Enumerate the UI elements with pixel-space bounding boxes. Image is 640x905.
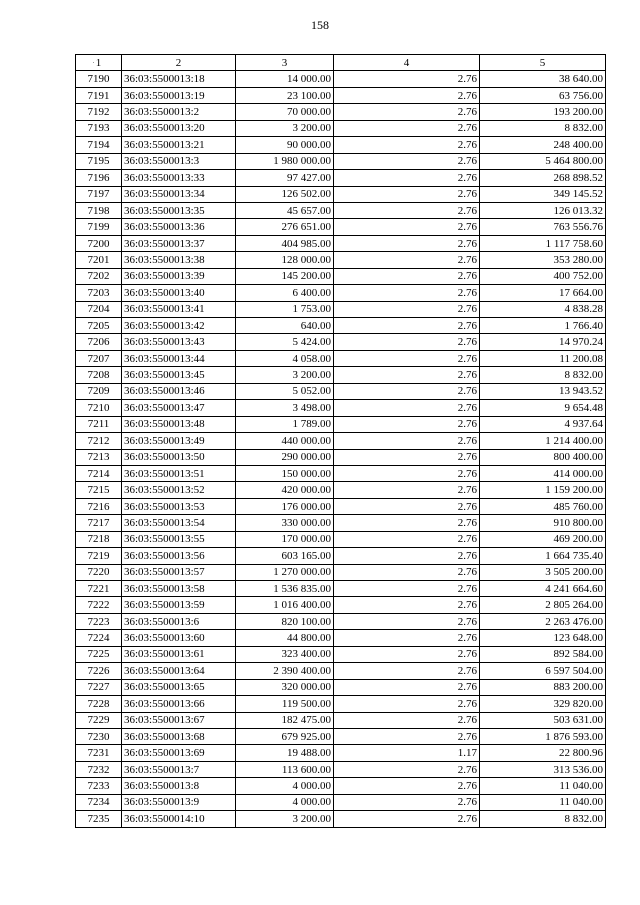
rate-value: 2.76 bbox=[334, 71, 480, 87]
total-value: 11 200.08 bbox=[480, 350, 606, 366]
cadastral-number: 36:03:5500013:20 bbox=[122, 120, 236, 136]
cadastral-number: 36:03:5500013:43 bbox=[122, 334, 236, 350]
table-row bbox=[76, 268, 606, 284]
cadastral-number: 36:03:5500013:42 bbox=[122, 318, 236, 334]
total-value: 4 241 664.60 bbox=[480, 581, 606, 597]
row-number: 7219 bbox=[76, 548, 122, 564]
area-value: 19 488.00 bbox=[236, 745, 334, 761]
area-value: 14 000.00 bbox=[236, 71, 334, 87]
area-value: 128 000.00 bbox=[236, 252, 334, 268]
area-value: 44 800.00 bbox=[236, 630, 334, 646]
area-value: 70 000.00 bbox=[236, 104, 334, 120]
table-row bbox=[76, 318, 606, 334]
table-row bbox=[76, 383, 606, 399]
area-value: 320 000.00 bbox=[236, 679, 334, 695]
area-value: 176 000.00 bbox=[236, 498, 334, 514]
total-value: 883 200.00 bbox=[480, 679, 606, 695]
row-number: 7213 bbox=[76, 449, 122, 465]
total-value: 17 664.00 bbox=[480, 285, 606, 301]
cadastral-number: 36:03:5500013:18 bbox=[122, 71, 236, 87]
cadastral-number: 36:03:5500013:37 bbox=[122, 235, 236, 251]
cadastral-number: 36:03:5500013:66 bbox=[122, 696, 236, 712]
row-number: 7192 bbox=[76, 104, 122, 120]
table-row bbox=[76, 433, 606, 449]
table-row bbox=[76, 548, 606, 564]
table-row bbox=[76, 581, 606, 597]
column-header-4: 4 bbox=[334, 55, 480, 71]
row-number: 7227 bbox=[76, 679, 122, 695]
rate-value: 2.76 bbox=[334, 104, 480, 120]
rate-value: 2.76 bbox=[334, 465, 480, 481]
total-value: 763 556.76 bbox=[480, 219, 606, 235]
table-row bbox=[76, 811, 606, 827]
total-value: 4 838.28 bbox=[480, 301, 606, 317]
rate-value: 2.76 bbox=[334, 761, 480, 777]
area-value: 290 000.00 bbox=[236, 449, 334, 465]
total-value: 8 832.00 bbox=[480, 811, 606, 827]
table-row bbox=[76, 367, 606, 383]
row-number: 7198 bbox=[76, 202, 122, 218]
row-number: 7207 bbox=[76, 350, 122, 366]
table-row bbox=[76, 679, 606, 695]
table-row bbox=[76, 712, 606, 728]
cadastral-number: 36:03:5500013:2 bbox=[122, 104, 236, 120]
rate-value: 2.76 bbox=[334, 794, 480, 810]
rate-value: 2.76 bbox=[334, 498, 480, 514]
cadastral-number: 36:03:5500013:49 bbox=[122, 433, 236, 449]
total-value: 1 214 400.00 bbox=[480, 433, 606, 449]
area-value: 5 424.00 bbox=[236, 334, 334, 350]
table-row bbox=[76, 350, 606, 366]
row-number: 7231 bbox=[76, 745, 122, 761]
area-value: 4 000.00 bbox=[236, 794, 334, 810]
rate-value: 2.76 bbox=[334, 663, 480, 679]
row-number: 7220 bbox=[76, 564, 122, 580]
row-number: 7190 bbox=[76, 71, 122, 87]
row-number: 7221 bbox=[76, 581, 122, 597]
cadastral-number: 36:03:5500013:48 bbox=[122, 416, 236, 432]
row-number: 7234 bbox=[76, 794, 122, 810]
cadastral-number: 36:03:5500013:55 bbox=[122, 531, 236, 547]
row-number: 7228 bbox=[76, 696, 122, 712]
rate-value: 2.76 bbox=[334, 728, 480, 744]
table-row bbox=[76, 400, 606, 416]
row-number: 7210 bbox=[76, 400, 122, 416]
cadastral-number: 36:03:5500013:21 bbox=[122, 137, 236, 153]
row-number: 7196 bbox=[76, 170, 122, 186]
rate-value: 2.76 bbox=[334, 334, 480, 350]
table-row bbox=[76, 186, 606, 202]
page-number: 158 bbox=[311, 18, 329, 32]
total-value: 3 505 200.00 bbox=[480, 564, 606, 580]
rate-value: 2.76 bbox=[334, 482, 480, 498]
table-row bbox=[76, 285, 606, 301]
total-value: 248 400.00 bbox=[480, 137, 606, 153]
cadastral-number: 36:03:5500013:36 bbox=[122, 219, 236, 235]
total-value: 5 464 800.00 bbox=[480, 153, 606, 169]
total-value: 2 263 476.00 bbox=[480, 613, 606, 629]
table-row bbox=[76, 301, 606, 317]
area-value: 3 200.00 bbox=[236, 120, 334, 136]
area-value: 1 536 835.00 bbox=[236, 581, 334, 597]
table-row bbox=[76, 646, 606, 662]
area-value: 3 200.00 bbox=[236, 367, 334, 383]
total-value: 123 648.00 bbox=[480, 630, 606, 646]
area-value: 113 600.00 bbox=[236, 761, 334, 777]
row-number: 7233 bbox=[76, 778, 122, 794]
total-value: 800 400.00 bbox=[480, 449, 606, 465]
row-number: 7191 bbox=[76, 87, 122, 103]
rate-value: 2.76 bbox=[334, 811, 480, 827]
table-row bbox=[76, 334, 606, 350]
cadastral-number: 36:03:5500013:3 bbox=[122, 153, 236, 169]
table-row bbox=[76, 498, 606, 514]
registry-table bbox=[75, 54, 606, 828]
table-row bbox=[76, 104, 606, 120]
row-number: 7195 bbox=[76, 153, 122, 169]
column-header-2: 2 bbox=[122, 55, 236, 71]
total-value: 11 040.00 bbox=[480, 778, 606, 794]
total-value: 414 000.00 bbox=[480, 465, 606, 481]
rate-value: 2.76 bbox=[334, 153, 480, 169]
area-value: 170 000.00 bbox=[236, 531, 334, 547]
total-value: 9 654.48 bbox=[480, 400, 606, 416]
table-row bbox=[76, 449, 606, 465]
total-value: 329 820.00 bbox=[480, 696, 606, 712]
table-row bbox=[76, 630, 606, 646]
row-number: 7204 bbox=[76, 301, 122, 317]
rate-value: 2.76 bbox=[334, 696, 480, 712]
cadastral-number: 36:03:5500013:33 bbox=[122, 170, 236, 186]
total-value: 1 766.40 bbox=[480, 318, 606, 334]
total-value: 14 970.24 bbox=[480, 334, 606, 350]
cadastral-number: 36:03:5500013:39 bbox=[122, 268, 236, 284]
area-value: 3 200.00 bbox=[236, 811, 334, 827]
row-number: 7206 bbox=[76, 334, 122, 350]
row-number: 7212 bbox=[76, 433, 122, 449]
area-value: 126 502.00 bbox=[236, 186, 334, 202]
cadastral-number: 36:03:5500013:52 bbox=[122, 482, 236, 498]
cadastral-number: 36:03:5500013:8 bbox=[122, 778, 236, 794]
table-header bbox=[76, 55, 606, 71]
total-value: 8 832.00 bbox=[480, 367, 606, 383]
rate-value: 2.76 bbox=[334, 318, 480, 334]
cadastral-number: 36:03:5500013:61 bbox=[122, 646, 236, 662]
table-row bbox=[76, 745, 606, 761]
cadastral-number: 36:03:5500013:41 bbox=[122, 301, 236, 317]
area-value: 1 753.00 bbox=[236, 301, 334, 317]
area-value: 603 165.00 bbox=[236, 548, 334, 564]
total-value: 349 145.52 bbox=[480, 186, 606, 202]
cadastral-number: 36:03:5500013:64 bbox=[122, 663, 236, 679]
row-number: 7193 bbox=[76, 120, 122, 136]
row-number: 7216 bbox=[76, 498, 122, 514]
row-number: 7203 bbox=[76, 285, 122, 301]
row-number: 7226 bbox=[76, 663, 122, 679]
rate-value: 2.76 bbox=[334, 120, 480, 136]
row-number: 7205 bbox=[76, 318, 122, 334]
total-value: 8 832.00 bbox=[480, 120, 606, 136]
column-header-1: 1 bbox=[76, 55, 122, 71]
area-value: 323 400.00 bbox=[236, 646, 334, 662]
area-value: 3 498.00 bbox=[236, 400, 334, 416]
row-number: 7202 bbox=[76, 268, 122, 284]
rate-value: 2.76 bbox=[334, 383, 480, 399]
table-row bbox=[76, 597, 606, 613]
table-row bbox=[76, 137, 606, 153]
row-number: 7214 bbox=[76, 465, 122, 481]
rate-value: 2.76 bbox=[334, 219, 480, 235]
cadastral-number: 36:03:5500013:53 bbox=[122, 498, 236, 514]
total-value: 22 800.96 bbox=[480, 745, 606, 761]
area-value: 1 980 000.00 bbox=[236, 153, 334, 169]
table-row bbox=[76, 71, 606, 87]
rate-value: 2.76 bbox=[334, 367, 480, 383]
table-row bbox=[76, 564, 606, 580]
rate-value: 2.76 bbox=[334, 564, 480, 580]
total-value: 4 937.64 bbox=[480, 416, 606, 432]
rate-value: 2.76 bbox=[334, 630, 480, 646]
table-row bbox=[76, 416, 606, 432]
cadastral-number: 36:03:5500013:6 bbox=[122, 613, 236, 629]
cadastral-number: 36:03:5500013:46 bbox=[122, 383, 236, 399]
total-value: 1 159 200.00 bbox=[480, 482, 606, 498]
row-number: 7197 bbox=[76, 186, 122, 202]
total-value: 1 117 758.60 bbox=[480, 235, 606, 251]
cadastral-number: 36:03:5500013:65 bbox=[122, 679, 236, 695]
area-value: 2 390 400.00 bbox=[236, 663, 334, 679]
area-value: 182 475.00 bbox=[236, 712, 334, 728]
total-value: 2 805 264.00 bbox=[480, 597, 606, 613]
area-value: 90 000.00 bbox=[236, 137, 334, 153]
row-number: 7224 bbox=[76, 630, 122, 646]
rate-value: 2.76 bbox=[334, 597, 480, 613]
rate-value: 2.76 bbox=[334, 186, 480, 202]
rate-value: 2.76 bbox=[334, 301, 480, 317]
table-row bbox=[76, 761, 606, 777]
column-header-3: 3 bbox=[236, 55, 334, 71]
row-number: 7230 bbox=[76, 728, 122, 744]
area-value: 820 100.00 bbox=[236, 613, 334, 629]
row-number: 7232 bbox=[76, 761, 122, 777]
rate-value: 2.76 bbox=[334, 548, 480, 564]
cadastral-number: 36:03:5500014:10 bbox=[122, 811, 236, 827]
rate-value: 2.76 bbox=[334, 400, 480, 416]
total-value: 485 760.00 bbox=[480, 498, 606, 514]
cadastral-number: 36:03:5500013:7 bbox=[122, 761, 236, 777]
cadastral-number: 36:03:5500013:44 bbox=[122, 350, 236, 366]
total-value: 503 631.00 bbox=[480, 712, 606, 728]
cadastral-number: 36:03:5500013:59 bbox=[122, 597, 236, 613]
row-number: 7225 bbox=[76, 646, 122, 662]
rate-value: 2.76 bbox=[334, 712, 480, 728]
table-row bbox=[76, 235, 606, 251]
row-number: 7199 bbox=[76, 219, 122, 235]
rate-value: 2.76 bbox=[334, 285, 480, 301]
cadastral-number: 36:03:5500013:60 bbox=[122, 630, 236, 646]
row-number: 7223 bbox=[76, 613, 122, 629]
cadastral-number: 36:03:5500013:67 bbox=[122, 712, 236, 728]
rate-value: 2.76 bbox=[334, 252, 480, 268]
cadastral-number: 36:03:5500013:58 bbox=[122, 581, 236, 597]
cadastral-number: 36:03:5500013:56 bbox=[122, 548, 236, 564]
cadastral-number: 36:03:5500013:35 bbox=[122, 202, 236, 218]
rate-value: 2.76 bbox=[334, 87, 480, 103]
table-row bbox=[76, 613, 606, 629]
cadastral-number: 36:03:5500013:51 bbox=[122, 465, 236, 481]
cadastral-number: 36:03:5500013:19 bbox=[122, 87, 236, 103]
rate-value: 2.76 bbox=[334, 433, 480, 449]
total-value: 13 943.52 bbox=[480, 383, 606, 399]
rate-value: 2.76 bbox=[334, 613, 480, 629]
table-row bbox=[76, 696, 606, 712]
total-value: 268 898.52 bbox=[480, 170, 606, 186]
row-number: 7235 bbox=[76, 811, 122, 827]
row-number: 7229 bbox=[76, 712, 122, 728]
table-row bbox=[76, 778, 606, 794]
rate-value: 2.76 bbox=[334, 679, 480, 695]
cadastral-number: 36:03:5500013:45 bbox=[122, 367, 236, 383]
area-value: 1 270 000.00 bbox=[236, 564, 334, 580]
total-value: 11 040.00 bbox=[480, 794, 606, 810]
area-value: 145 200.00 bbox=[236, 268, 334, 284]
cadastral-number: 36:03:5500013:9 bbox=[122, 794, 236, 810]
area-value: 4 000.00 bbox=[236, 778, 334, 794]
cadastral-number: 36:03:5500013:69 bbox=[122, 745, 236, 761]
table-row bbox=[76, 120, 606, 136]
total-value: 193 200.00 bbox=[480, 104, 606, 120]
area-value: 404 985.00 bbox=[236, 235, 334, 251]
rate-value: 2.76 bbox=[334, 350, 480, 366]
cadastral-number: 36:03:5500013:40 bbox=[122, 285, 236, 301]
total-value: 400 752.00 bbox=[480, 268, 606, 284]
total-value: 38 640.00 bbox=[480, 71, 606, 87]
table-row bbox=[76, 465, 606, 481]
table-row bbox=[76, 482, 606, 498]
total-value: 126 013.32 bbox=[480, 202, 606, 218]
table-body bbox=[76, 71, 606, 827]
rate-value: 2.76 bbox=[334, 449, 480, 465]
table-row bbox=[76, 531, 606, 547]
total-value: 469 200.00 bbox=[480, 531, 606, 547]
total-value: 1 664 735.40 bbox=[480, 548, 606, 564]
area-value: 23 100.00 bbox=[236, 87, 334, 103]
area-value: 1 016 400.00 bbox=[236, 597, 334, 613]
area-value: 150 000.00 bbox=[236, 465, 334, 481]
row-number: 7215 bbox=[76, 482, 122, 498]
rate-value: 2.76 bbox=[334, 531, 480, 547]
total-value: 6 597 504.00 bbox=[480, 663, 606, 679]
rate-value: 2.76 bbox=[334, 202, 480, 218]
table-row bbox=[76, 219, 606, 235]
area-value: 420 000.00 bbox=[236, 482, 334, 498]
row-number: 7194 bbox=[76, 137, 122, 153]
rate-value: 2.76 bbox=[334, 137, 480, 153]
table-row bbox=[76, 170, 606, 186]
total-value: 313 536.00 bbox=[480, 761, 606, 777]
area-value: 276 651.00 bbox=[236, 219, 334, 235]
table-row bbox=[76, 153, 606, 169]
area-value: 119 500.00 bbox=[236, 696, 334, 712]
cadastral-number: 36:03:5500013:34 bbox=[122, 186, 236, 202]
row-number: 7222 bbox=[76, 597, 122, 613]
row-number: 7218 bbox=[76, 531, 122, 547]
column-header-5: 5 bbox=[480, 55, 606, 71]
area-value: 4 058.00 bbox=[236, 350, 334, 366]
rate-value: 2.76 bbox=[334, 515, 480, 531]
row-number: 7208 bbox=[76, 367, 122, 383]
total-value: 892 584.00 bbox=[480, 646, 606, 662]
area-value: 440 000.00 bbox=[236, 433, 334, 449]
cadastral-number: 36:03:5500013:38 bbox=[122, 252, 236, 268]
cadastral-number: 36:03:5500013:57 bbox=[122, 564, 236, 580]
area-value: 679 925.00 bbox=[236, 728, 334, 744]
table-row bbox=[76, 515, 606, 531]
row-number: 7209 bbox=[76, 383, 122, 399]
header-row bbox=[76, 55, 606, 71]
row-number: 7201 bbox=[76, 252, 122, 268]
rate-value: 2.76 bbox=[334, 646, 480, 662]
cadastral-number: 36:03:5500013:47 bbox=[122, 400, 236, 416]
row-number: 7200 bbox=[76, 235, 122, 251]
cadastral-number: 36:03:5500013:54 bbox=[122, 515, 236, 531]
total-value: 910 800.00 bbox=[480, 515, 606, 531]
rate-value: 1.17 bbox=[334, 745, 480, 761]
row-number: 7217 bbox=[76, 515, 122, 531]
area-value: 640.00 bbox=[236, 318, 334, 334]
row-number: 7211 bbox=[76, 416, 122, 432]
rate-value: 2.76 bbox=[334, 170, 480, 186]
table-row bbox=[76, 202, 606, 218]
table-row bbox=[76, 794, 606, 810]
cadastral-number: 36:03:5500013:68 bbox=[122, 728, 236, 744]
rate-value: 2.76 bbox=[334, 416, 480, 432]
table-row bbox=[76, 728, 606, 744]
area-value: 330 000.00 bbox=[236, 515, 334, 531]
area-value: 1 789.00 bbox=[236, 416, 334, 432]
area-value: 6 400.00 bbox=[236, 285, 334, 301]
table-row bbox=[76, 252, 606, 268]
area-value: 45 657.00 bbox=[236, 202, 334, 218]
rate-value: 2.76 bbox=[334, 235, 480, 251]
table-row bbox=[76, 663, 606, 679]
rate-value: 2.76 bbox=[334, 268, 480, 284]
cadastral-number: 36:03:5500013:50 bbox=[122, 449, 236, 465]
table-row bbox=[76, 87, 606, 103]
total-value: 353 280.00 bbox=[480, 252, 606, 268]
total-value: 1 876 593.00 bbox=[480, 728, 606, 744]
area-value: 5 052.00 bbox=[236, 383, 334, 399]
area-value: 97 427.00 bbox=[236, 170, 334, 186]
total-value: 63 756.00 bbox=[480, 87, 606, 103]
rate-value: 2.76 bbox=[334, 778, 480, 794]
rate-value: 2.76 bbox=[334, 581, 480, 597]
